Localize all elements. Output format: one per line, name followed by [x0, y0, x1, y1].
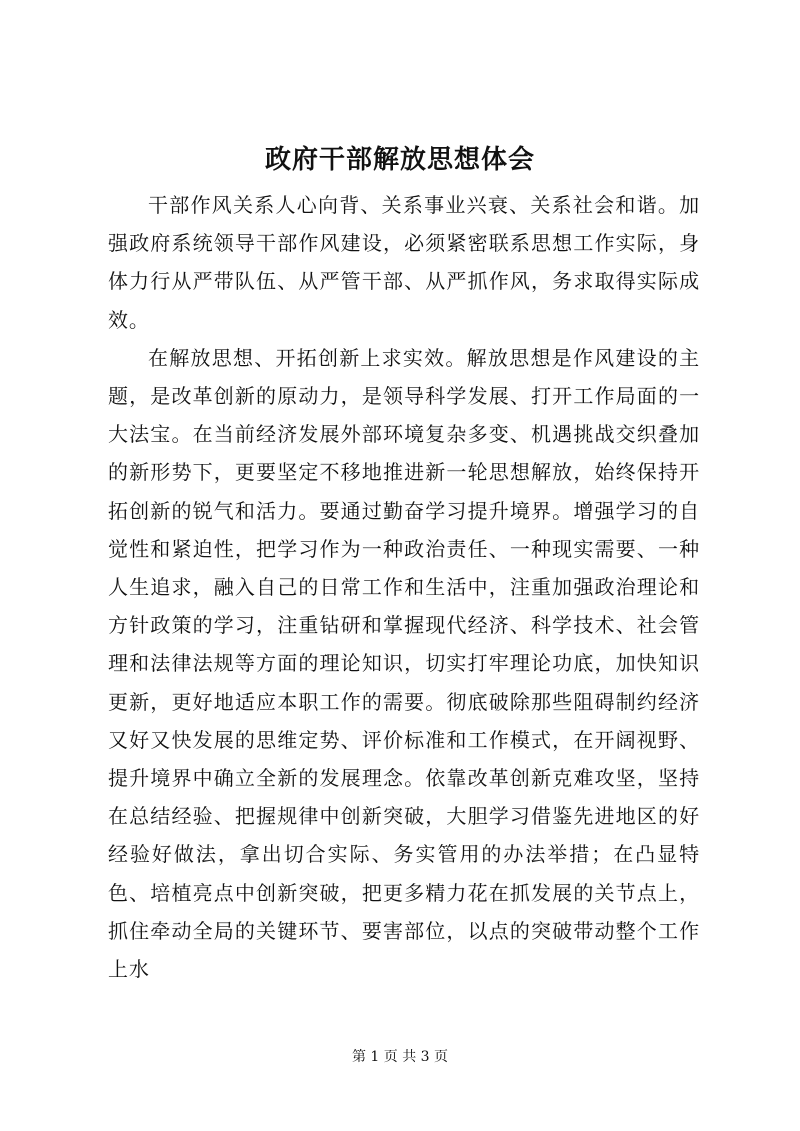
page-footer: 第 1 页 共 3 页	[351, 1049, 449, 1065]
paragraph-2: 在解放思想、开拓创新上求实效。解放思想是作风建设的主题，是改革创新的原动力，是领导科学发展、打开工作局面的一大法宝。在当前经济发展外部环境复杂多变、机遇挑战交织叠加的新形势下，更要坚定不移地推进新一轮思想解放，始终保持开拓创新的锐气和活力。要通过勤奋学习提升境界。增强学习的自觉性和紧迫性，把学习作为一种政治责任、一种现实需要、一种人生追求，融入自己的日常工作和生活中，注重加强政治理论和方针政策的学习，注重钻研和掌握现代经济、科学技术、社会管理和法律法规等方面的理论知识，切实打牢理论功底，加快知识更新，更好地适应本职工作的需要。彻底破除那些阻碍制约经济又好又快发展的思维定势、评价标准和工作模式，在开阔视野、提升境界中确立全新的发展理念。依靠改革创新克难攻坚，坚持在总结经验、把握规律中创新突破，大胆学习借鉴先进地区的好经验好做法，拿出切合实际、务实管用的办法举措；在凸显特色、培植亮点中创新突破，把更多精力花在抓发展的关节点上，抓住牵动全局的关键环节、要害部位，以点的突破带动整个工作上水	[108, 345, 700, 982]
document-title: 政府干部解放思想体会	[264, 145, 535, 175]
document-body	[108, 186, 700, 988]
paragraph-1: 干部作风关系人心向背、关系事业兴衰、关系社会和谐。加强政府系统领导干部作风建设，必须紧密联系思想工作实际，身体力行从严带队伍、从严管干部、从严抓作风，务求取得实际成效。	[108, 193, 700, 332]
